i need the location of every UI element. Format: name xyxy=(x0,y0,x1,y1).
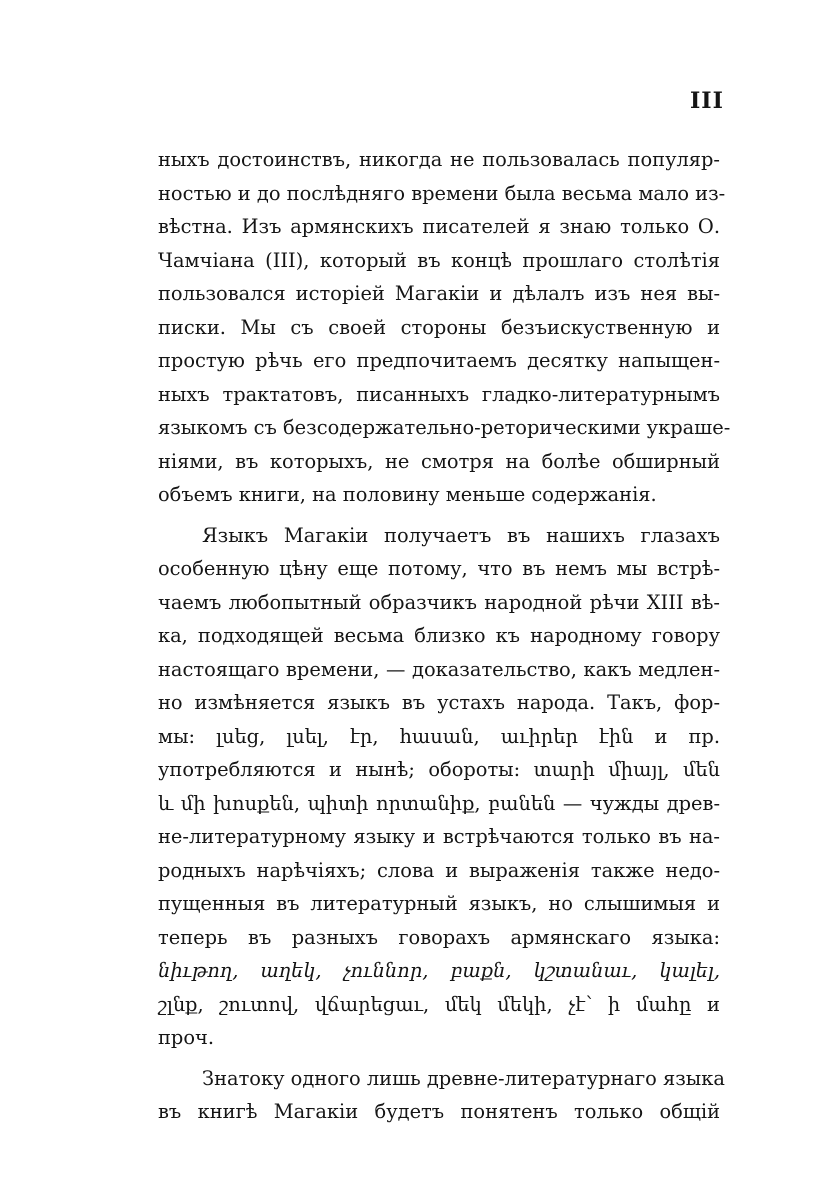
text-line: употребляются и нынѣ; обороты: տարի միայլ, մեն xyxy=(158,758,720,781)
text-line: теперь въ разныхъ говорахъ армянскаго языка: xyxy=(158,925,720,949)
page-number: III xyxy=(690,88,724,114)
text-line: проч. xyxy=(158,1026,214,1049)
text-line: настоящаго времени, — доказательство, какъ медлен- xyxy=(158,657,720,681)
text-line: чаемъ любопытный образчикъ народной рѣчи XIII вѣ- xyxy=(158,590,720,614)
text-line: շլնք, շուտով, վճարեցաւ, մեկ մեկի, չէ՝ ի մահը и xyxy=(158,992,720,1016)
text-line: языкомъ съ безсодержательно-реторическими украше- xyxy=(158,416,731,439)
text-line: ніями, въ которыхъ, не смотря на болѣе обширный xyxy=(158,449,720,473)
text-line: ностью и до послѣдняго времени была весьма мало из- xyxy=(158,181,726,205)
text-line: особенную цѣну еще потому, что въ немъ мы встрѣ- xyxy=(158,557,720,580)
text-line: Чамчіана (III), который въ концѣ прошлаго столѣтія xyxy=(158,248,720,272)
text-line: но измѣняется языкъ въ устахъ народа. Такъ, фор- xyxy=(158,691,720,714)
text-line: не-литературному языку и встрѣчаются только въ на- xyxy=(158,825,720,848)
text-line: Знатоку одного лишь древне-литературнаго языка xyxy=(202,1066,725,1090)
text-line: родныхъ нарѣчіяхъ; слова и выраженія также недо- xyxy=(158,858,720,882)
text-line: ныхъ достоинствъ, никогда не пользовалась популяр- xyxy=(158,148,720,171)
text-line: և մի խոսքեն, պիտի որտանիք, բանեն — чужды древ- xyxy=(158,791,720,815)
text-line: объемъ книги, на половину меньше содержанія. xyxy=(158,483,657,506)
text-line: ка, подходящей весьма близко къ народному говору xyxy=(158,624,720,647)
text-line: Языкъ Магакіи получаетъ въ нашихъ глазахъ xyxy=(202,523,720,547)
text-line: вѣстна. Изъ армянскихъ писателей я знаю только О. xyxy=(158,215,720,238)
body-text xyxy=(158,143,731,1129)
text-line: пользовался исторіей Магакіи и дѣлалъ изъ нея вы- xyxy=(158,282,720,305)
text-line: ныхъ трактатовъ, писанныхъ гладко-литературнымъ xyxy=(158,382,720,406)
text-line: простую рѣчь его предпочитаемъ десятку напыщен- xyxy=(158,349,720,372)
text-line: նիւթող, աղեկ, չուննոր, բաքն, կշտանաւ, կալել, xyxy=(158,959,720,982)
text-line: въ книгѣ Магакіи будетъ понятенъ только общій xyxy=(158,1100,720,1123)
text-line: пущенныя въ литературный языкъ, но слышимыя и xyxy=(158,892,720,915)
text-line: мы: լսեց, լսել, էր, հասան, աւիրեր էին и пр. xyxy=(158,724,720,748)
text-line: писки. Мы съ своей стороны безъискуственную и xyxy=(158,315,720,339)
